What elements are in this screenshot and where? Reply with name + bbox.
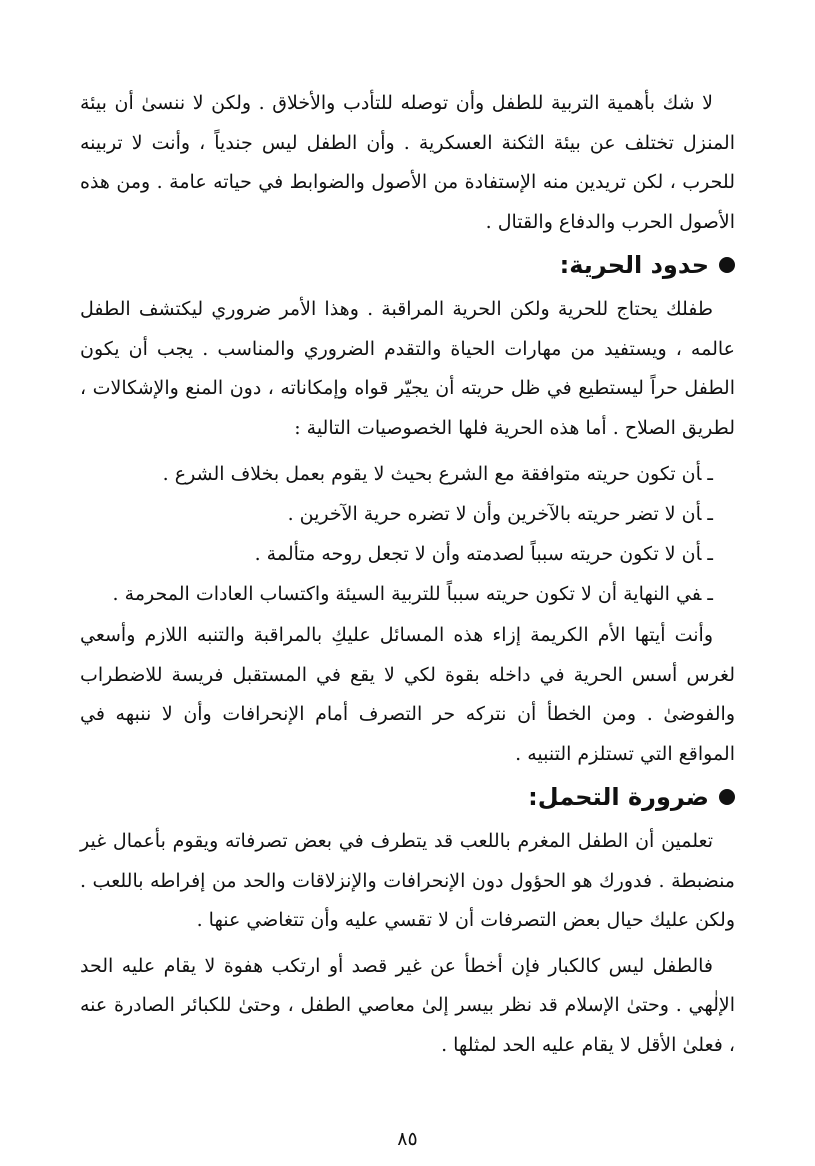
list-dash: ـ	[707, 583, 713, 605]
tolerance-paragraph-2: فالطفل ليس كالكبار فإن أخطأ عن غير قصد أو ارتكب هفوة لا يقام عليه الحد الإلٰهي . وحتىٰ الإسلام قد نظر بيسر إلىٰ معاصي الطفل ، وحتىٰ للكبائر الصادرة عنه ، فعلىٰ الأقل لا يقام عليه الحد لمثلها .	[80, 954, 735, 1056]
list-item	[80, 574, 713, 614]
page-number: ٨٥	[397, 1128, 418, 1150]
list-item-text: أن تكون حريته متوافقة مع الشرع بحيث لا يقوم بعمل بخلاف الشرع .	[162, 463, 702, 485]
section-heading-tolerance	[80, 780, 735, 814]
list-item-text: في النهاية أن لا تكون حريته سبباً للتربية السيئة واكتساب العادات المحرمة .	[112, 583, 702, 605]
freedom-paragraph-1: طفلك يحتاج للحرية ولكن الحرية المراقبة . وهذا الأمر ضروري ليكتشف الطفل عالمه ، ويستفيد من مهارات الحياة والتقدم الضروري والمناسب . يجب أن يكون الطفل حراً ليستطيع في ظل حريته أن يجيّر قواه وإمكاناته ، دون المنع والإشكالات ، لطريق الصلاح . أما هذه الحرية فلها الخصوصيات التالية :	[80, 298, 735, 439]
intro-paragraph: لا شك بأهمية التربية للطفل وأن توصله للتأدب والأخلاق . ولكن لا ننسىٰ أن بيئة المنزل تختلف عن بيئة الثكنة العسكرية . وأن الطفل ليس جندياً ، وأنت لا تربينه للحرب ، لكن تريدين منه الإستفادة من الأصول والضوابط في حياته عامة . ومن هذه الأصول الحرب والدفاع والقتال .	[80, 92, 735, 233]
freedom-paragraph-2: وأنت أيتها الأم الكريمة إزاء هذه المسائل عليكِ بالمراقبة والتنبه اللازم وأسعي لغرس أسس الحرية في داخله بقوة لكي لا يقع في المستقبل فريسة للاضطراب والفوضىٰ . ومن الخطأ أن نتركه حر التصرف أمام الإنحرافات وأن لا ننبهه في المواقع التي تستلزم التنبيه .	[80, 624, 735, 765]
list-item-text: أن لا تكون حريته سبباً لصدمته وأن لا تجعل روحه متألمة .	[254, 543, 702, 565]
list-dash: ـ	[707, 503, 713, 525]
list-dash: ـ	[707, 463, 713, 485]
list-item	[80, 454, 713, 494]
section-heading-tolerance-text: ضرورة التحمل:	[528, 783, 709, 811]
section-heading-freedom	[80, 248, 735, 282]
section-heading-freedom-text: حدود الحرية:	[559, 251, 709, 279]
freedom-conditions-list	[80, 454, 735, 614]
tolerance-paragraph-1: تعلمين أن الطفل المغرم باللعب قد يتطرف في بعض تصرفاته ويقوم بأعمال غير منضبطة . فدورك هو الحؤول دون الإنحرافات والإنزلاقات والحد من إفراطه باللعب . ولكن عليك حيال بعض التصرفات أن لا تقسي عليه وأن تتغاضي عنها .	[80, 830, 735, 931]
list-item-text: أن لا تضر حريته بالآخرين وأن لا تضره حرية الآخرين .	[287, 503, 702, 525]
list-dash: ـ	[707, 543, 713, 565]
list-item	[80, 534, 713, 574]
bullet-dot-icon	[719, 789, 735, 805]
page-body	[80, 84, 735, 1071]
list-item	[80, 494, 713, 534]
bullet-dot-icon	[719, 257, 735, 273]
